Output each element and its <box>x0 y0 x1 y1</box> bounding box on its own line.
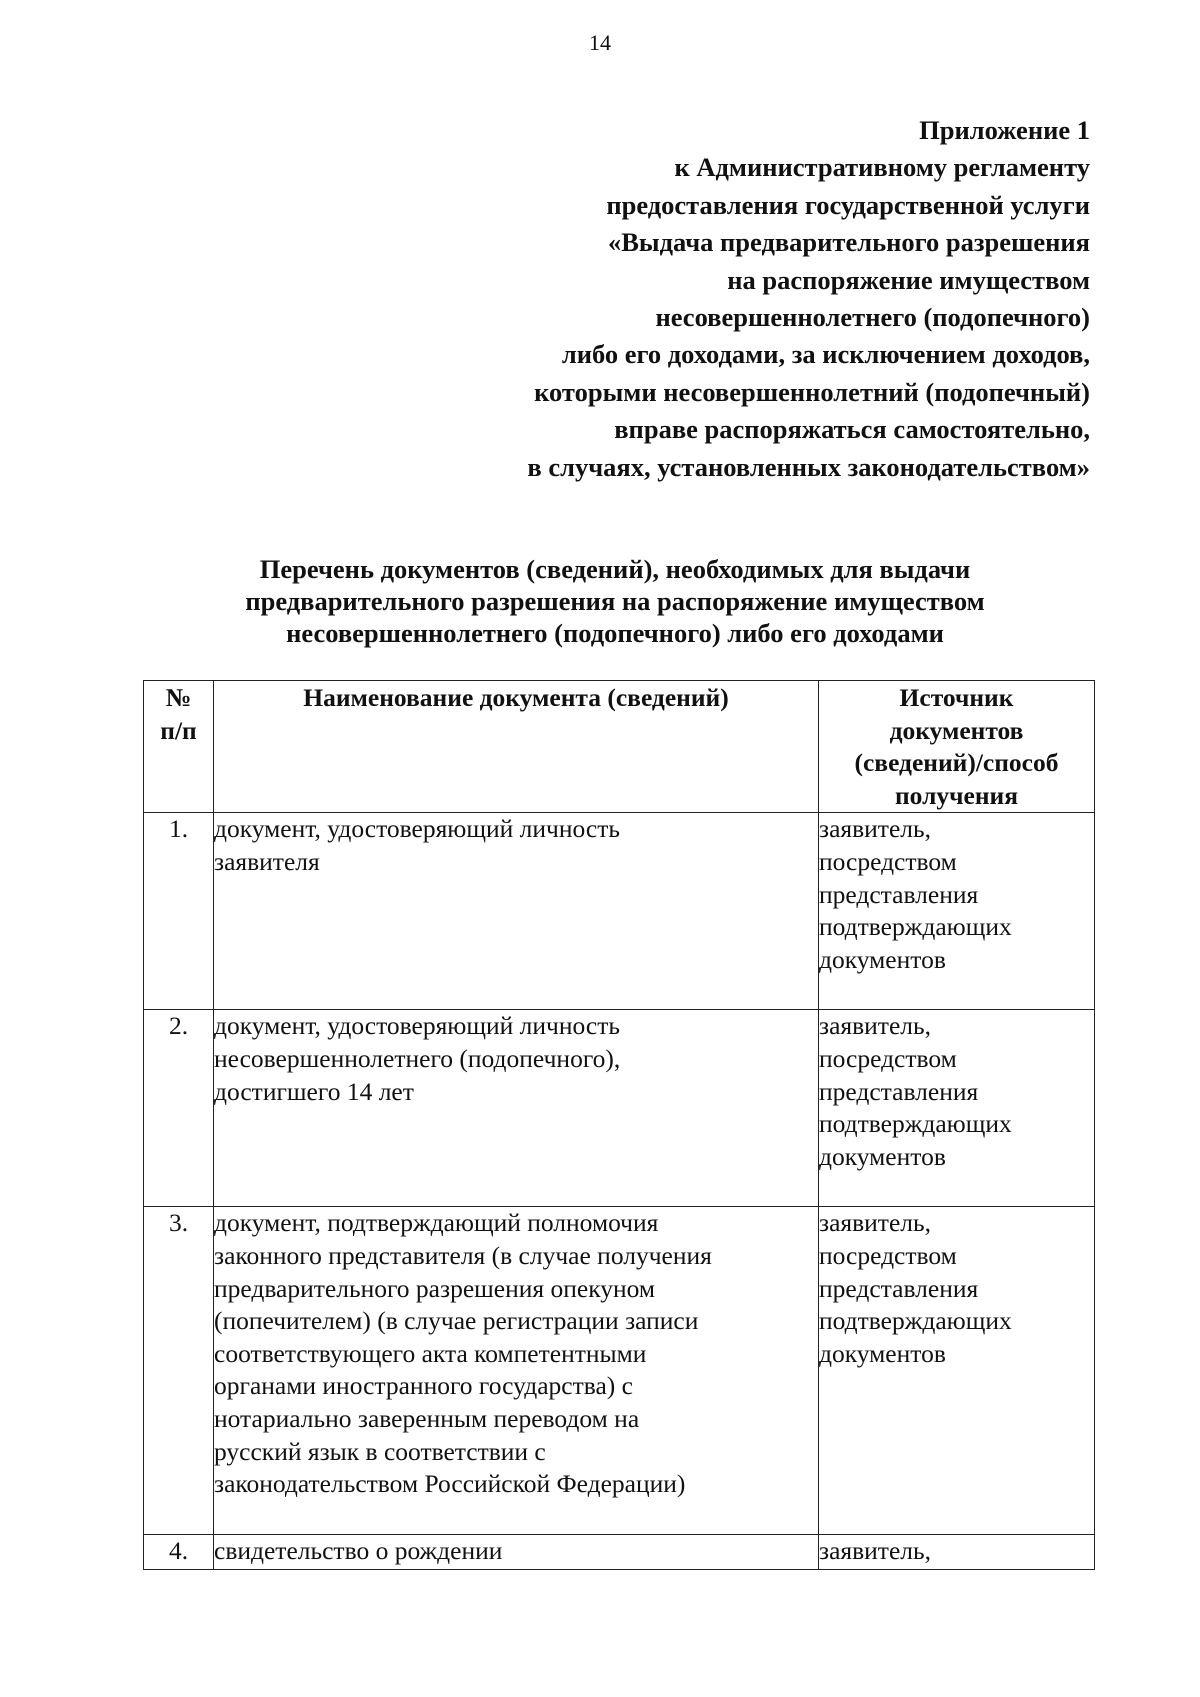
row-number: 1. <box>144 813 214 1010</box>
document-source-line: документов <box>819 944 946 974</box>
appendix-line: Приложение 1 <box>919 115 1090 145</box>
table-row <box>144 1207 1095 1535</box>
table-row <box>144 1010 1095 1207</box>
header-source-line: документов <box>889 715 1024 745</box>
document-name-line: несовершеннолетнего (подопечного), <box>214 1043 621 1073</box>
header-source-line: Источник <box>899 683 1014 712</box>
appendix-line: вправе распоряжаться самостоятельно, <box>614 414 1090 445</box>
header-name <box>214 681 819 813</box>
document-source-line: представления <box>819 879 979 909</box>
document-name-line: соответствующего акта компетентными <box>214 1338 647 1368</box>
document-name <box>214 1535 819 1570</box>
document-name <box>214 813 819 1010</box>
title-line: Перечень документов (сведений), необходимых для выдачи <box>259 554 971 584</box>
documents-table <box>143 680 1095 1570</box>
table-row <box>144 1535 1095 1570</box>
document-source-line: заявитель, <box>819 1208 931 1238</box>
document-source <box>819 1207 1095 1535</box>
document-source-line: подтверждающих <box>819 1109 1012 1139</box>
row-number: 2. <box>144 1010 214 1207</box>
document-name-line: (попечителем) (в случае регистрации записи <box>214 1306 699 1336</box>
row-number: 3. <box>144 1207 214 1535</box>
document-source-line: заявитель, <box>819 1011 931 1041</box>
appendix-line: в случаях, установленных законодательством» <box>527 451 1090 482</box>
document-name-line: достигшего 14 лет <box>214 1076 414 1106</box>
document-name-line: русский язык в соответствии с <box>214 1436 546 1466</box>
document-name-line: органами иностранного государства) с <box>214 1371 633 1401</box>
document-name-line: документ, удостоверяющий личность <box>214 1011 620 1041</box>
appendix-line: несовершеннолетнего (подопечного) <box>655 302 1090 333</box>
document-source-line: заявитель, <box>819 1536 931 1566</box>
document-source-line: посредством <box>819 1240 957 1270</box>
document-source <box>819 1010 1095 1207</box>
document-source-line: посредством <box>819 1043 957 1073</box>
appendix-line: предоставления государственной услуги <box>606 189 1090 220</box>
document-source <box>819 1535 1095 1570</box>
document-name <box>214 1010 819 1207</box>
document-source-line: подтверждающих <box>819 1306 1012 1336</box>
document-source <box>819 813 1095 1010</box>
document-source-line: документов <box>819 1141 946 1171</box>
page-number: 14 <box>589 30 611 55</box>
title-line: несовершеннолетнего (подопечного) либо его доходами <box>286 618 944 648</box>
header-num-line: п/п <box>160 715 197 745</box>
header-source-line: получения <box>894 780 1019 810</box>
title-line: предварительного разрешения на распоряжение имуществом <box>245 586 985 616</box>
document-name-line: заявителя <box>214 846 320 876</box>
document-name-line: законного представителя (в случае получения <box>214 1240 712 1270</box>
document-source-line: заявитель, <box>819 814 931 844</box>
appendix-line: к Административному регламенту <box>674 152 1090 183</box>
document-name-line: документ, подтверждающий полномочия <box>214 1208 659 1238</box>
header-num <box>144 681 214 813</box>
appendix-header <box>370 112 1090 486</box>
appendix-line: либо его доходами, за исключением доходов, <box>561 339 1090 370</box>
header-num-line: № <box>165 683 192 712</box>
document-source-line: представления <box>819 1273 979 1303</box>
document-name-line: нотариально заверенным переводом на <box>214 1403 640 1433</box>
header-name-line: Наименование документа (сведений) <box>303 683 729 712</box>
document-source-line: документов <box>819 1338 946 1368</box>
document-name-line: законодательством Российской Федерации) <box>214 1469 686 1499</box>
row-number: 4. <box>144 1535 214 1570</box>
appendix-line: «Выдача предварительного разрешения <box>608 227 1090 258</box>
table-row <box>144 813 1095 1010</box>
document-name-line: предварительного разрешения опекуном <box>214 1273 656 1303</box>
document-title <box>140 553 1090 649</box>
appendix-line: которыми несовершеннолетний (подопечный) <box>534 376 1090 407</box>
table-header-row <box>144 681 1095 813</box>
document-source-line: посредством <box>819 846 957 876</box>
document-source-line: представления <box>819 1076 979 1106</box>
document-name-line: документ, удостоверяющий личность <box>214 814 620 844</box>
document-source-line: подтверждающих <box>819 912 1012 942</box>
appendix-line: на распоряжение имуществом <box>727 264 1090 295</box>
header-source <box>819 681 1095 813</box>
document-name-line: свидетельство о рождении <box>214 1536 503 1566</box>
document-name <box>214 1207 819 1535</box>
header-source-line: (сведений)/способ <box>854 748 1059 778</box>
